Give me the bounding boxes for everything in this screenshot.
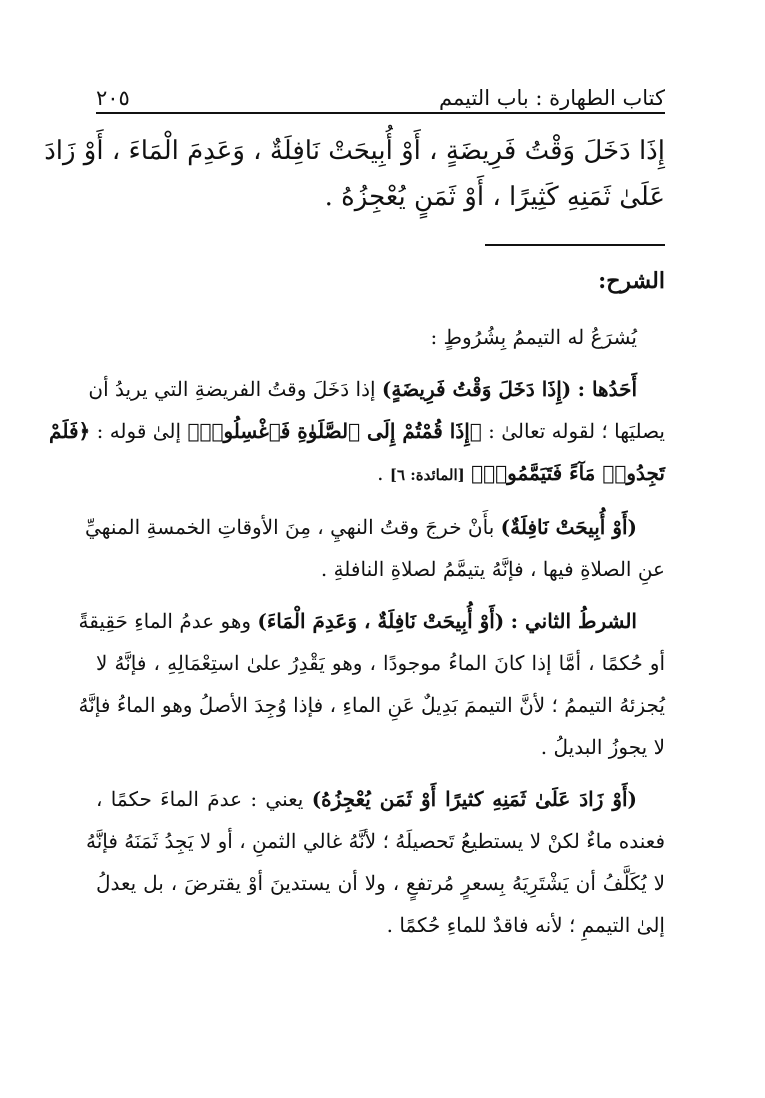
matn-text	[44, 128, 665, 220]
header-rule	[96, 112, 665, 114]
para3-matn-quote: (أَوْ أُبِيحَتْ نَافِلَةٌ ، وَعَدِمَ الْمَاءَ)	[257, 609, 505, 633]
para4-line-4: إلىٰ التيممِ ؛ لأنه فاقدٌ للماءِ حُكمًا .	[386, 913, 665, 937]
header-title: كتاب الطهارة : باب التيمم	[439, 86, 665, 110]
para3-line-1	[78, 600, 665, 642]
quran-verse-1: ﴿إِذَا قُمْتُمْ إِلَى ٱلصَّلَوٰةِ فَٱغْسِلُوا۟﴾	[187, 419, 482, 443]
intro-line: يُشرَعُ له التيممُ بِشُرُوطٍ :	[430, 325, 637, 349]
para4-text: يعني : عدمَ الماءَ حكمًا ،	[96, 787, 304, 811]
para1-label: أَحَدُها :	[577, 377, 637, 401]
quran-verse-2-end: تَجِدُوا۟ مَآءً فَتَيَمَّمُوا۟﴾	[471, 461, 665, 485]
para4-line-2: فعنده ماءٌ لكنْ لا يستطيعُ تَحصيلَهُ ؛ لأنَّهُ غالي الثمنِ ، أو لا يَجِدُ ثَمَنَهُ فإنَّهُ	[85, 829, 665, 853]
matn-line-1: إِذَا دَخَلَ وَقْتُ فَرِيضَةٍ ، أَوْ أُبِيحَتْ نَافِلَةٌ ، وَعَدِمَ الْمَاءَ ، أَوْ زَادَ	[44, 136, 665, 166]
paragraph-price	[85, 778, 665, 946]
para1-line-3	[96, 452, 665, 496]
para1-line2-mid: إلىٰ قوله :	[96, 419, 182, 443]
para4-line-1	[96, 778, 665, 820]
quran-verse-2-start: ﴿فَلَمْ	[49, 419, 91, 443]
sharh-body	[49, 316, 665, 956]
para1-line-1	[88, 368, 665, 410]
para2-line-2: عنِ الصلاةِ فيها ، فإنَّهُ يتيمَّمُ لصلاةِ النافلةِ .	[320, 557, 665, 581]
para2-matn-quote: (أَوْ أُبِيحَتْ نَافِلَةٌ)	[500, 515, 637, 539]
running-header	[96, 76, 665, 110]
para3-line-4: لا يجوزُ البديلُ .	[540, 735, 665, 759]
para1-line2-text: يصليَها ؛ لقوله تعالىٰ :	[488, 419, 665, 443]
para3-label: الشرطُ الثاني :	[510, 609, 637, 633]
para1-line-2	[49, 410, 665, 452]
para3-line-3: يُجزئهُ التيممُ ؛ لأنَّ التيممَ بَدِيلٌ عَنِ الماءِ ، فإذا وُجِدَ الأصلُ وهو الماءُ فإنَّهُ	[78, 693, 665, 717]
matn-line-2: عَلَىٰ ثَمَنِهِ كَثِيرًا ، أَوْ ثَمَنٍ يُعْجِزُهُ .	[324, 182, 665, 212]
para1-matn-quote: (إِذَا دَخَلَ وَقْتُ فَرِيضَةٍ)	[381, 377, 572, 401]
quran-reference: [المائدة: ٦]	[389, 466, 465, 484]
paragraph-condition-1	[49, 368, 665, 496]
para3-text: وهو عدمُ الماءِ حَقِيقةً	[78, 609, 252, 633]
para4-matn-quote: (أَوْ زَادَ عَلَىٰ ثَمَنِهِ كثيرًا أَوْ ثَمَن يُعْجِزُهُ)	[311, 787, 638, 811]
para4-line-3: لا يُكَلَّفُ أن يَشْتَرِيَهُ بِسعرٍ مُرتفعٍ ، ولا أن يستدينَ أوْ يقترضَ ، بل يعدلُ	[96, 871, 665, 895]
sharh-intro	[96, 316, 665, 358]
para2-line-1	[85, 506, 665, 548]
para1-end-dot: .	[377, 461, 384, 485]
matn-separator-rule	[485, 244, 665, 246]
sharh-heading: الشرح:	[598, 268, 665, 294]
para1-text: إذا دَخَلَ وقتُ الفريضةِ التي يريدُ أن	[88, 377, 376, 401]
paragraph-nafila	[85, 506, 665, 590]
para3-line-2: أو حُكمًا ، أمَّا إذا كانَ الماءُ موجودًا ، وهو يَقْدِرُ علىٰ استِعْمَالِهِ ، فإنَّهُ لا	[96, 651, 665, 675]
paragraph-condition-2	[78, 600, 665, 768]
para2-text: بأَنْ خرجَ وقتُ النهيِ ، مِنَ الأوقاتِ الخمسةِ المنهيِّ	[85, 515, 495, 539]
page-number: ٢٠٥	[96, 86, 130, 110]
